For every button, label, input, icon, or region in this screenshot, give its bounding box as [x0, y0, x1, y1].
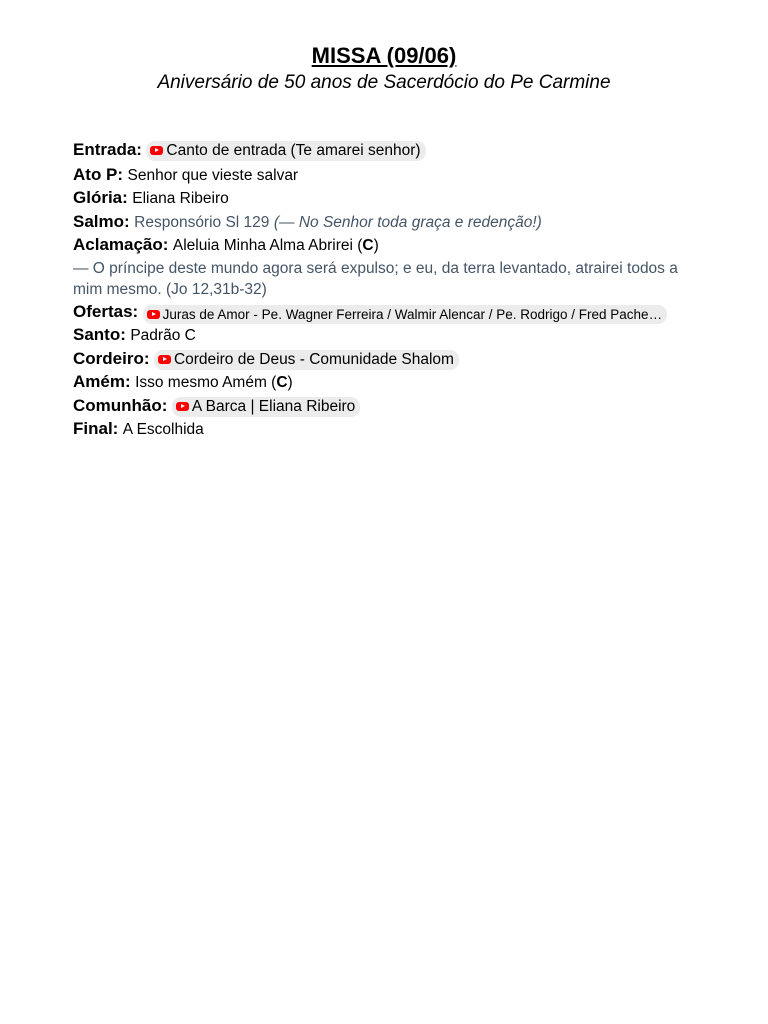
gospel-verse: — O príncipe deste mundo agora será expulso; e eu, da terra levantado, atrairei todos a mim mesmo. (Jo 12,31b-32) — [73, 259, 678, 298]
youtube-icon — [150, 146, 163, 155]
entry-value-close: ) — [287, 374, 293, 391]
youtube-icon — [158, 355, 171, 364]
entry-label: Ofertas: — [73, 301, 139, 321]
entry-value-text: Aleluia Minha Alma Abrirei ( — [172, 237, 363, 254]
youtube-link-chip[interactable] — [154, 350, 459, 370]
entry-value-mark: C — [362, 237, 374, 254]
link-text: Canto de entrada (Te amarei senhor) — [166, 142, 421, 159]
entry-label: Entrada: — [73, 140, 142, 159]
entry-value — [135, 374, 293, 391]
youtube-link-chip[interactable] — [172, 397, 360, 417]
entry-value: A Escolhida — [122, 421, 204, 438]
entry-value-close: ) — [373, 237, 379, 254]
entry-value: Padrão C — [130, 327, 196, 344]
entry-label: Aclamação: — [73, 235, 169, 254]
entry-ofertas — [73, 301, 713, 325]
entry-label: Glória: — [73, 188, 128, 207]
psalm-refrain: (— No Senhor toda graça e redenção!) — [273, 213, 542, 231]
youtube-icon — [176, 402, 189, 411]
entry-final — [73, 418, 713, 442]
link-text: Cordeiro de Deus - Comunidade Shalom — [173, 350, 454, 368]
entry-amem — [73, 371, 713, 395]
youtube-link-chip[interactable] — [143, 305, 667, 324]
entry-label: Cordeiro: — [73, 348, 150, 368]
entry-gloria — [73, 187, 713, 211]
entry-value-mark: C — [276, 374, 288, 391]
entry-entrada — [73, 139, 713, 163]
entry-ato-penitencial — [73, 164, 713, 188]
document-header — [0, 42, 768, 96]
entry-value-text: Isso mesmo Amém ( — [135, 374, 277, 391]
page-subtitle: Aniversário de 50 anos de Sacerdócio do Pe Carmine — [157, 72, 611, 93]
entry-value: Eliana Ribeiro — [132, 190, 229, 207]
youtube-link-chip[interactable] — [146, 141, 425, 161]
entry-value: Responsório Sl 129 — [134, 213, 270, 231]
link-text: A Barca | Eliana Ribeiro — [191, 397, 356, 415]
entry-santo — [73, 324, 713, 348]
entry-label: Salmo: — [73, 211, 130, 231]
entry-value — [173, 237, 379, 254]
page-title: MISSA (09/06) — [311, 43, 457, 68]
song-list — [73, 139, 713, 442]
link-text: Juras de Amor - Pe. Wagner Ferreira / Walmir Alencar / Pe. Rodrigo / Fred Pache… — [162, 307, 663, 322]
entry-label: Comunhão: — [73, 395, 168, 415]
entry-label: Santo: — [73, 325, 126, 344]
entry-value: Senhor que vieste salvar — [127, 166, 299, 184]
youtube-icon — [147, 310, 160, 319]
entry-label: Ato P: — [73, 164, 124, 184]
entry-salmo — [73, 211, 713, 235]
entry-label: Amém: — [73, 372, 131, 391]
entry-label: Final: — [73, 419, 119, 438]
entry-cordeiro — [73, 348, 713, 372]
entry-comunhao — [73, 395, 713, 419]
entry-aclamacao — [73, 234, 713, 258]
